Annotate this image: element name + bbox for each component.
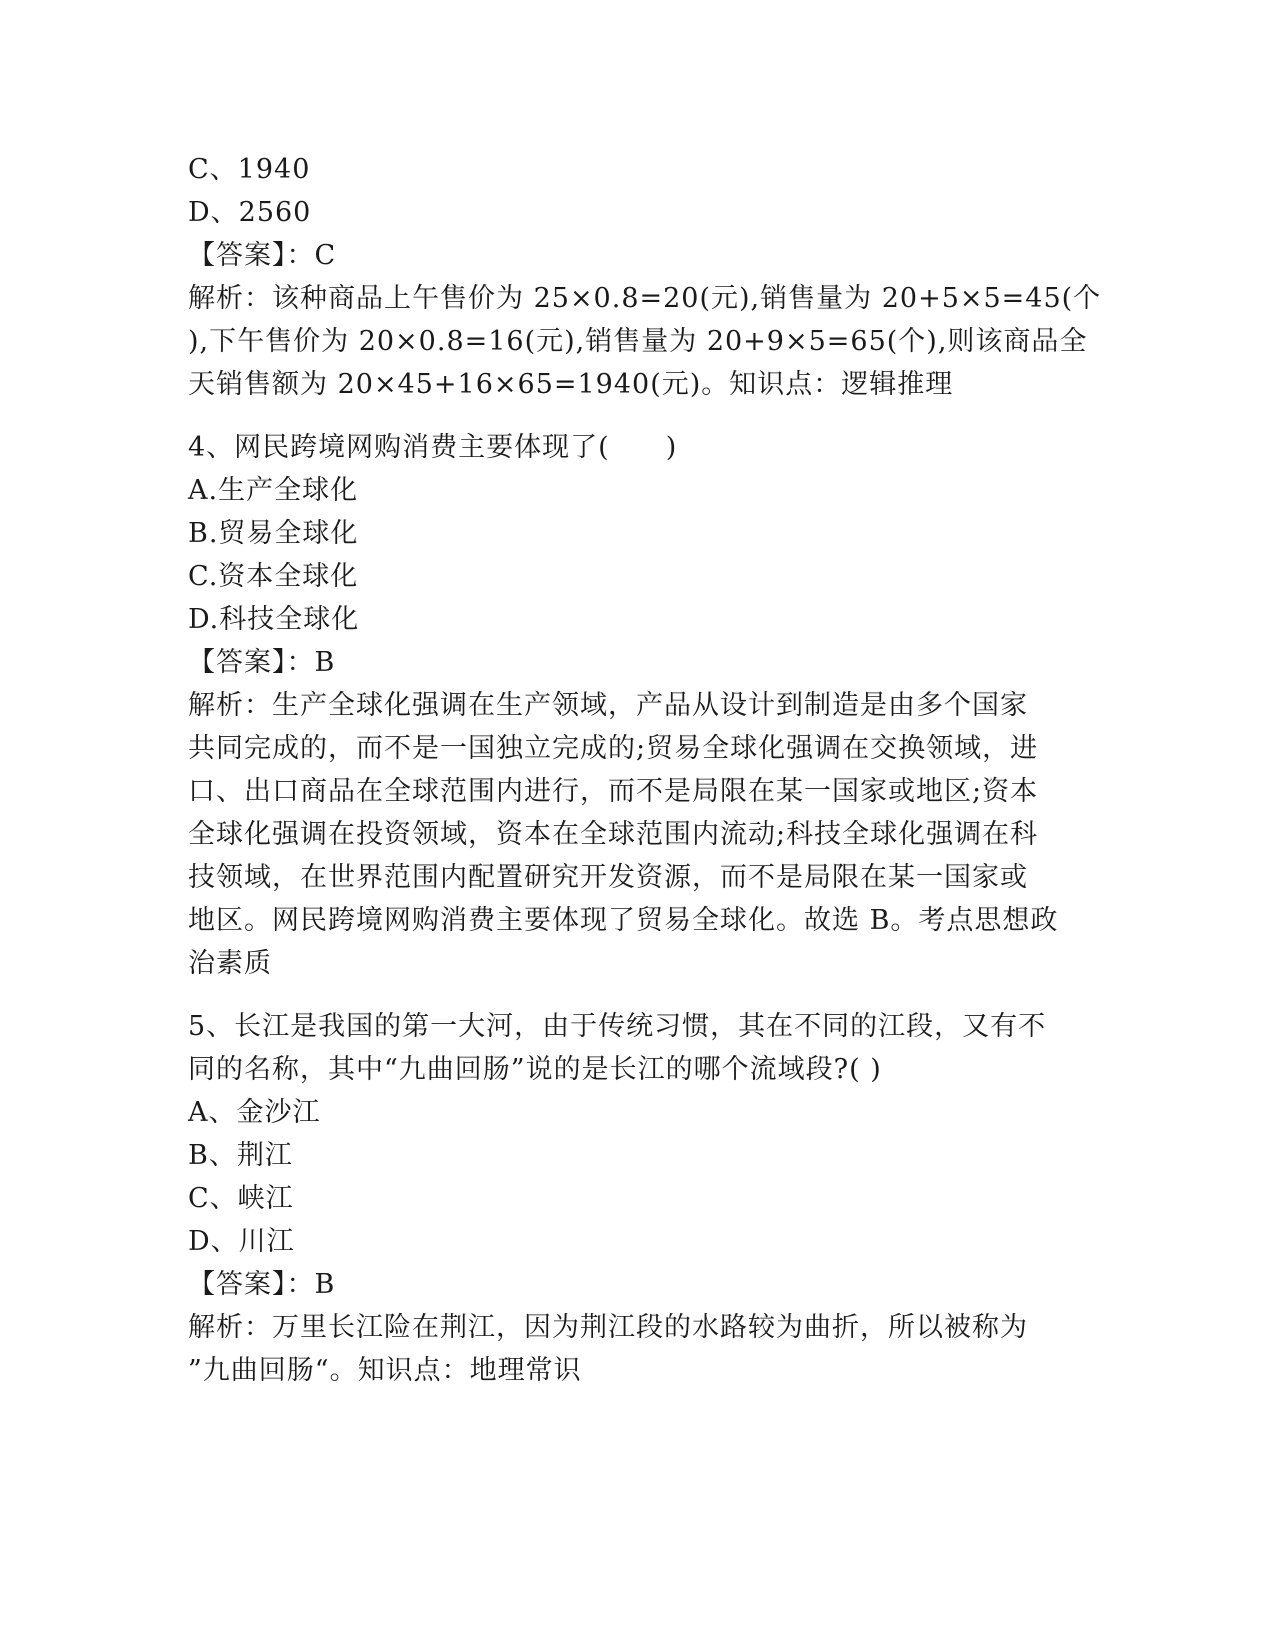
q5-analysis	[188, 1306, 1088, 1392]
q5-analysis-line: ”九曲回肠“。知识点：地理常识	[188, 1355, 582, 1386]
q3-analysis	[188, 277, 1102, 406]
q4-analysis-line: 口、出口商品在全球范围内进行，而不是局限在某一国家或地区;资本	[188, 776, 1039, 807]
q5-answer: 【答案】：B	[188, 1269, 336, 1300]
q4-option-c: C.资本全球化	[188, 561, 359, 592]
q4-option-d: D.科技全球化	[188, 604, 360, 635]
q5-analysis-line: 解析：万里长江险在荆江，因为荆江段的水路较为曲折，所以被称为	[188, 1312, 1028, 1343]
q5-stem-line: 5、长江是我国的第一大河，由于传统习惯，其在不同的江段，又有不	[188, 1011, 1047, 1042]
q3-analysis-line: 解析：该种商品上午售价为 25×0.8=20(元),销售量为 20+5×5=45(个	[188, 283, 1102, 314]
q4-analysis-line: 治素质	[188, 948, 272, 979]
q5-stem	[188, 1005, 1088, 1091]
q4-answer: 【答案】：B	[188, 647, 336, 678]
q4-analysis-line: 共同完成的，而不是一国独立完成的;贸易全球化强调在交换领域，进	[188, 733, 1039, 764]
q4-analysis-line: 解析：生产全球化强调在生产领域，产品从设计到制造是由多个国家	[188, 690, 1028, 721]
q3-option-d: D、2560	[188, 197, 312, 228]
q4-analysis-line: 地区。网民跨境网购消费主要体现了贸易全球化。故选 B。考点思想政	[188, 905, 1059, 936]
q4-analysis-line: 技领域，在世界范围内配置研究开发资源，而不是局限在某一国家或	[188, 862, 1028, 893]
q4-option-a: A.生产全球化	[188, 475, 359, 506]
q5-option-a: A、金沙江	[188, 1097, 321, 1128]
q5-option-d: D、川江	[188, 1226, 295, 1257]
question-4	[188, 426, 1088, 985]
q4-analysis-line: 全球化强调在投资领域，资本在全球范围内流动;科技全球化强调在科	[188, 819, 1039, 850]
q5-stem-line: 同的名称，其中“九曲回肠”说的是长江的哪个流域段?( )	[188, 1054, 882, 1085]
q3-option-c: C、1940	[188, 154, 311, 185]
question-gap	[188, 406, 1088, 426]
q4-stem: 4、网民跨境网购消费主要体现了( )	[188, 432, 678, 463]
q5-option-b: B、荆江	[188, 1140, 293, 1171]
question-3-tail	[188, 148, 1102, 406]
question-gap	[188, 985, 1088, 1005]
q5-option-c: C、峡江	[188, 1183, 294, 1214]
q4-option-b: B.贸易全球化	[188, 518, 359, 549]
q3-answer: 【答案】：C	[188, 240, 337, 271]
q4-analysis	[188, 684, 1088, 985]
q3-analysis-line: 天销售额为 20×45+16×65=1940(元)。知识点：逻辑推理	[188, 369, 954, 400]
q3-analysis-line: ),下午售价为 20×0.8=16(元),销售量为 20+9×5=65(个),则该商品全	[188, 326, 1088, 357]
document-page	[188, 148, 1102, 1392]
question-5	[188, 1005, 1088, 1392]
